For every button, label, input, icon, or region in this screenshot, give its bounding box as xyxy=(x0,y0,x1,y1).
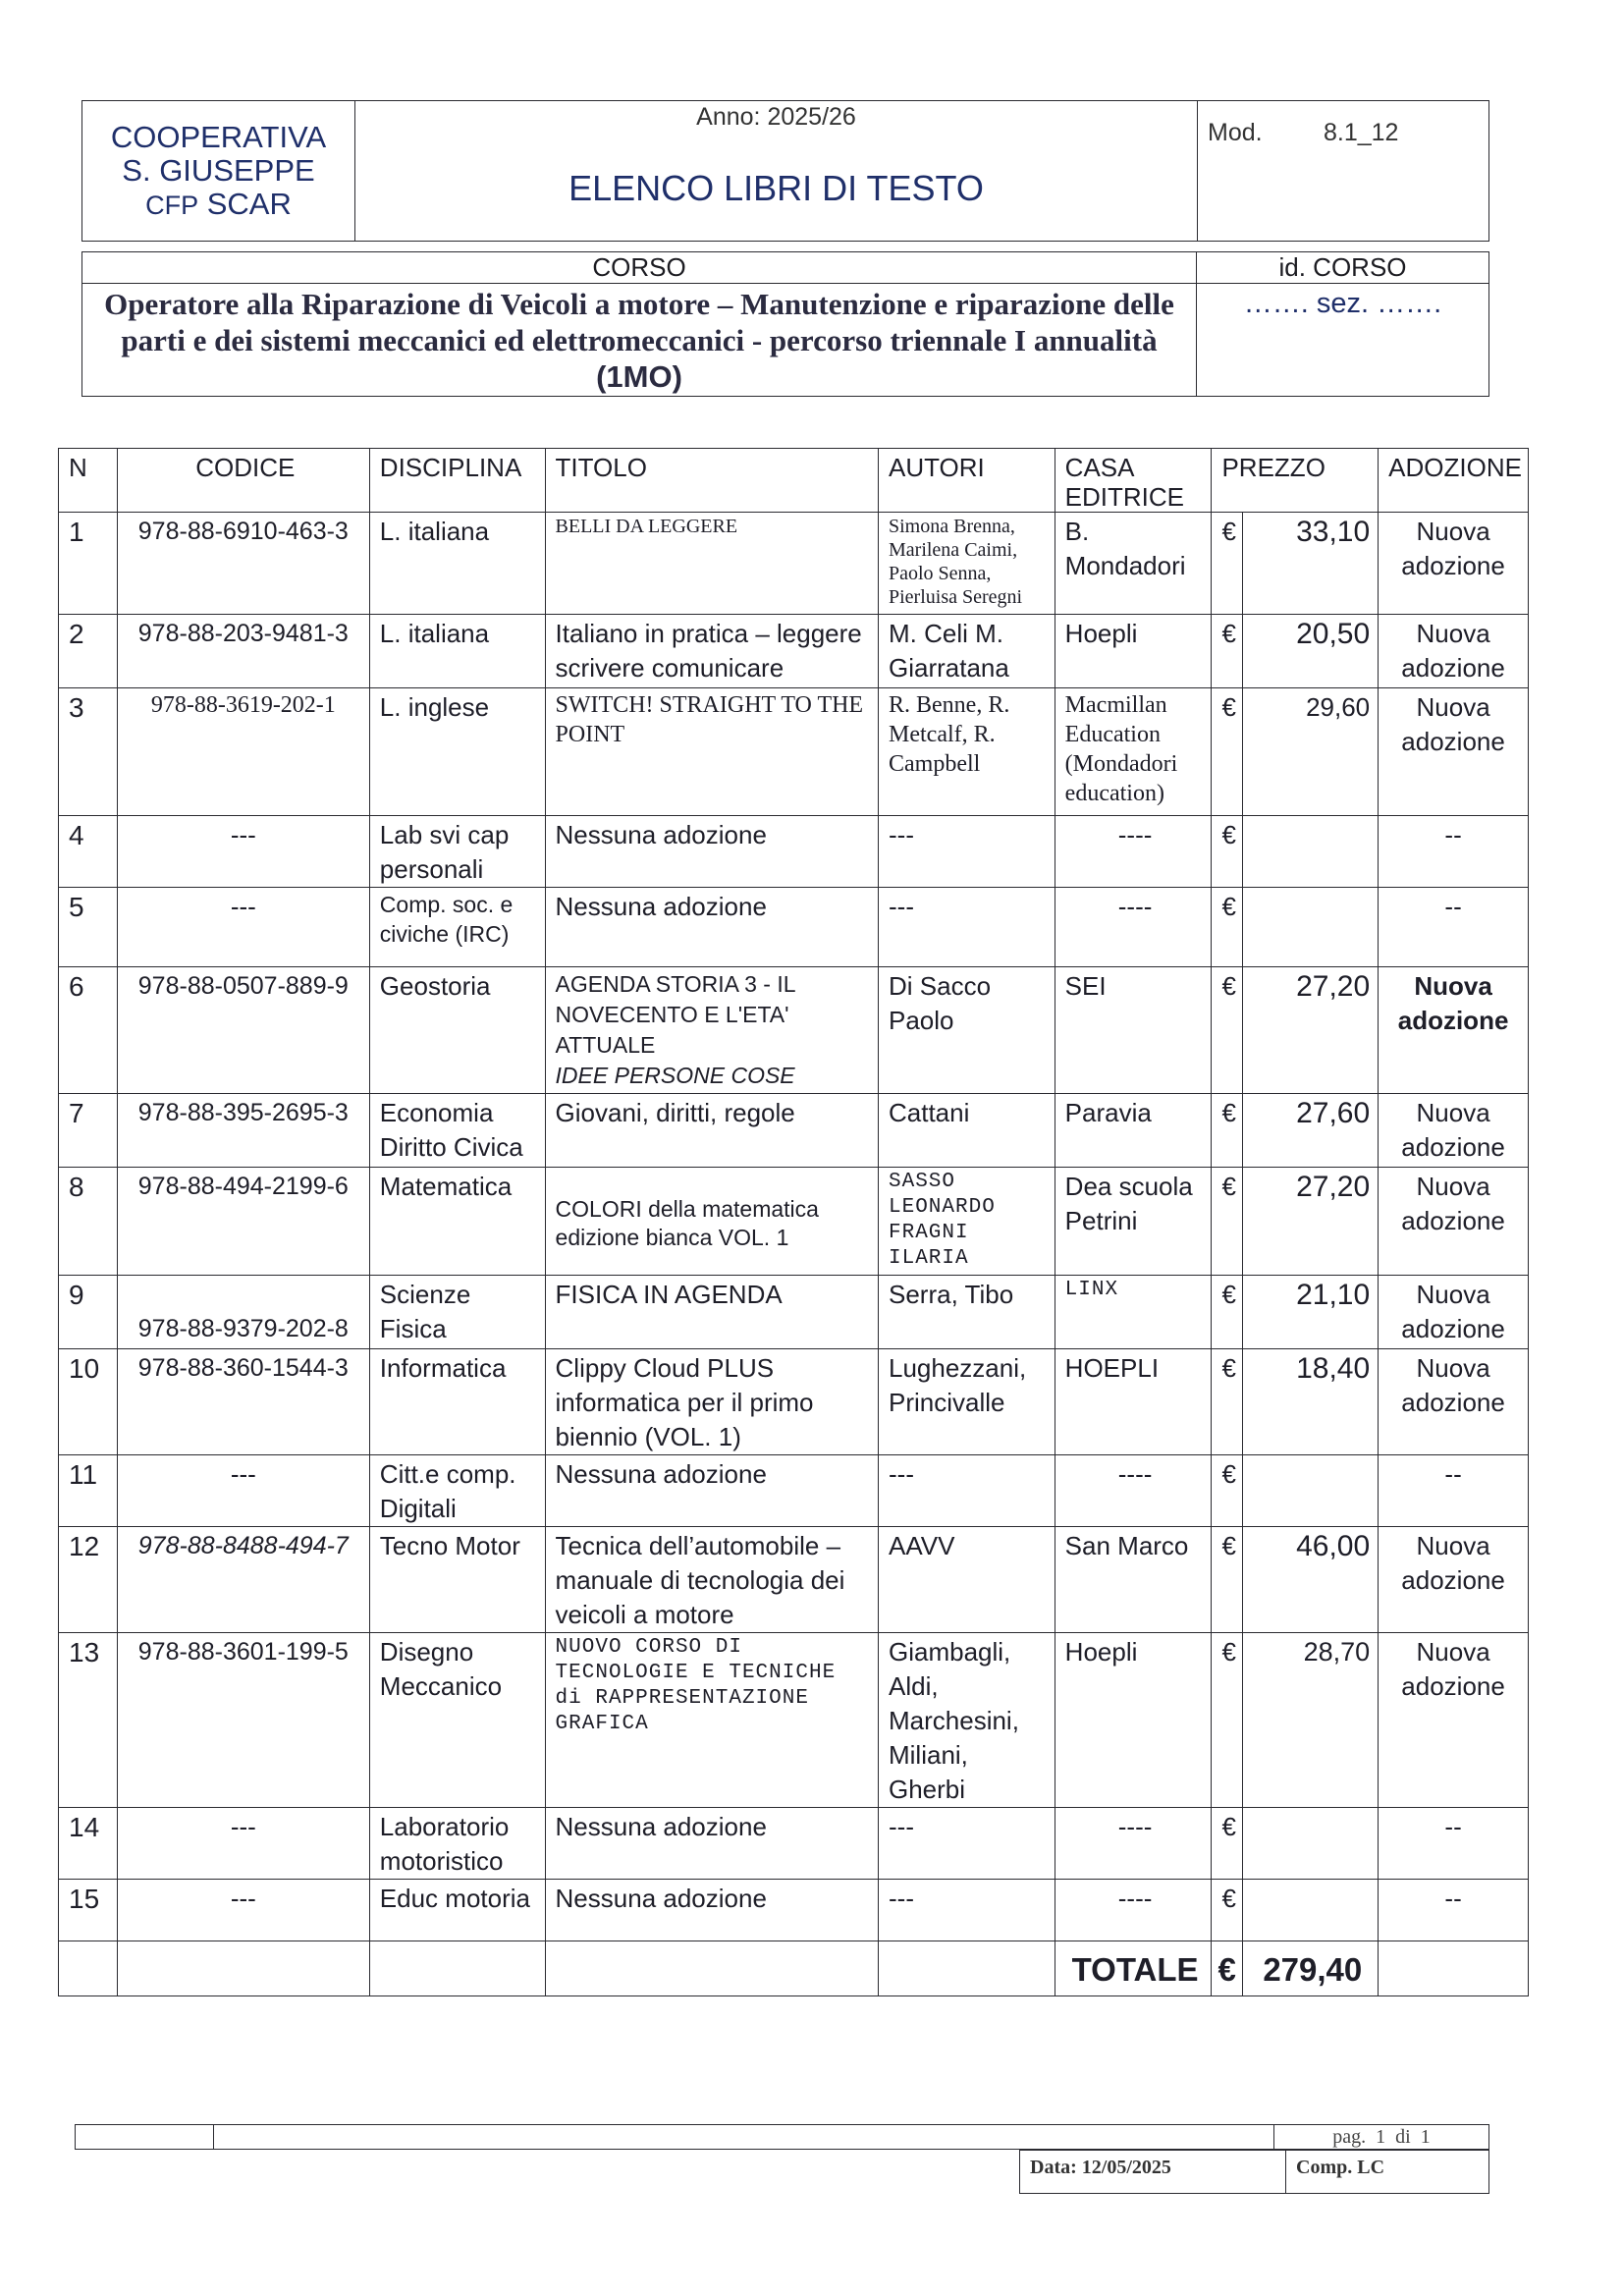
subject: L. italiana xyxy=(369,513,545,615)
price: 18,40 xyxy=(1243,1349,1379,1455)
publisher: Macmillan Education (Mondadori education) xyxy=(1055,688,1212,816)
euro-sign: € xyxy=(1212,1349,1243,1455)
course-table xyxy=(81,251,1489,397)
header-casa-editrice: CASA EDITRICE xyxy=(1055,449,1212,513)
book-title: Nessuna adozione xyxy=(545,888,878,967)
table-header-row xyxy=(59,449,1529,513)
subject: Comp. soc. e civiche (IRC) xyxy=(369,888,545,967)
euro-sign: € xyxy=(1212,816,1243,888)
total-row xyxy=(59,1941,1529,1996)
isbn-code: --- xyxy=(117,1808,369,1880)
header-disciplina: DISCIPLINA xyxy=(369,449,545,513)
isbn-code: --- xyxy=(117,1455,369,1527)
empty-cell xyxy=(117,1941,369,1996)
subject: Tecno Motor xyxy=(369,1527,545,1633)
book-title: NUOVO CORSO DI TECNOLOGIE E TECNICHE di RAPPRESENTAZIONE GRAFICA xyxy=(545,1633,878,1808)
adoption: Nuova adozione xyxy=(1379,1349,1529,1455)
price xyxy=(1243,888,1379,967)
row-number: 9 xyxy=(59,1276,118,1349)
authors: AAVV xyxy=(879,1527,1055,1633)
table-row xyxy=(59,1880,1529,1941)
isbn-code: 978-88-0507-889-9 xyxy=(117,967,369,1094)
price: 33,10 xyxy=(1243,513,1379,615)
subject: Lab svi cap personali xyxy=(369,816,545,888)
row-number: 12 xyxy=(59,1527,118,1633)
book-title-main: AGENDA STORIA 3 - IL NOVECENTO E L'ETA' ATTUALE xyxy=(555,971,795,1058)
euro-sign: € xyxy=(1212,888,1243,967)
page-of: di xyxy=(1395,2126,1411,2148)
book-title: Giovani, diritti, regole xyxy=(545,1094,878,1168)
book-title: BELLI DA LEGGERE xyxy=(545,513,878,615)
price xyxy=(1243,1455,1379,1527)
price: 20,50 xyxy=(1243,615,1379,688)
publisher: ---- xyxy=(1055,1880,1212,1941)
price: 27,20 xyxy=(1243,1168,1379,1276)
publisher: HOEPLI xyxy=(1055,1349,1212,1455)
footer-cell xyxy=(76,2125,214,2150)
price: 27,60 xyxy=(1243,1094,1379,1168)
date-label: Data: xyxy=(1030,2157,1077,2178)
euro-sign: € xyxy=(1212,688,1243,816)
authors: --- xyxy=(879,888,1055,967)
subject: Informatica xyxy=(369,1349,545,1455)
mod-value: 8.1_12 xyxy=(1324,119,1399,146)
adoption: -- xyxy=(1379,816,1529,888)
adoption: -- xyxy=(1379,1808,1529,1880)
book-title: Italiano in pratica – leggere scrivere comunicare xyxy=(545,615,878,688)
page-number xyxy=(1274,2125,1489,2150)
book-title xyxy=(545,967,878,1094)
adoption: Nuova adozione xyxy=(1379,1168,1529,1276)
row-number: 8 xyxy=(59,1168,118,1276)
adoption: Nuova adozione xyxy=(1379,513,1529,615)
book-title: Nessuna adozione xyxy=(545,1455,878,1527)
subject: Economia Diritto Civica xyxy=(369,1094,545,1168)
footer-cell xyxy=(214,2125,1274,2150)
price: 29,60 xyxy=(1243,688,1379,816)
total-label: TOTALE xyxy=(1055,1941,1212,1996)
row-number: 7 xyxy=(59,1094,118,1168)
authors: Lughezzani, Princivalle xyxy=(879,1349,1055,1455)
row-number: 10 xyxy=(59,1349,118,1455)
course-text: Operatore alla Riparazione di Veicoli a motore – Manutenzione e riparazione delle parti e dei sistemi meccanici ed elettromeccanici - percorso triennale I annualità xyxy=(104,287,1174,357)
subject: Scienze Fisica xyxy=(369,1276,545,1349)
publisher: ---- xyxy=(1055,816,1212,888)
authors: M. Celi M. Giarratana xyxy=(879,615,1055,688)
price: 27,20 xyxy=(1243,967,1379,1094)
euro-sign: € xyxy=(1212,615,1243,688)
authors: Cattani xyxy=(879,1094,1055,1168)
table-row xyxy=(59,688,1529,816)
header-autori: AUTORI xyxy=(879,449,1055,513)
euro-sign: € xyxy=(1212,967,1243,1094)
authors: SASSO LEONARDO FRAGNI ILARIA xyxy=(879,1168,1055,1276)
mod-label: Mod. xyxy=(1208,119,1263,146)
course-section: ……. sez. ……. xyxy=(1197,284,1489,397)
page-label: pag. xyxy=(1332,2126,1367,2148)
book-title: Clippy Cloud PLUS informatica per il primo biennio (VOL. 1) xyxy=(545,1349,878,1455)
page-current: 1 xyxy=(1376,2126,1386,2148)
price xyxy=(1243,1808,1379,1880)
isbn-code: --- xyxy=(117,888,369,967)
table-row xyxy=(59,1094,1529,1168)
total-euro-sign: € xyxy=(1212,1941,1243,1996)
row-number: 15 xyxy=(59,1880,118,1941)
subject: Educ motoria xyxy=(369,1880,545,1941)
isbn-code: --- xyxy=(117,816,369,888)
empty-cell xyxy=(545,1941,878,1996)
isbn-code: 978-88-360-1544-3 xyxy=(117,1349,369,1455)
empty-cell xyxy=(369,1941,545,1996)
publisher: SEI xyxy=(1055,967,1212,1094)
table-row xyxy=(59,1455,1529,1527)
isbn-code: 978-88-3619-202-1 xyxy=(117,688,369,816)
euro-sign: € xyxy=(1212,1527,1243,1633)
adoption: Nuova adozione xyxy=(1379,1276,1529,1349)
publisher: Dea scuola Petrini xyxy=(1055,1168,1212,1276)
authors: --- xyxy=(879,816,1055,888)
book-title: COLORI della matematica edizione bianca VOL. 1 xyxy=(545,1168,878,1276)
adoption: Nuova adozione xyxy=(1379,967,1529,1094)
org-line-3-small: CFP xyxy=(145,190,199,220)
empty-cell xyxy=(59,1941,118,1996)
anno-label: Anno: xyxy=(696,103,761,131)
course-id-label: id. CORSO xyxy=(1197,252,1489,284)
page-total: 1 xyxy=(1420,2126,1431,2148)
price xyxy=(1243,816,1379,888)
header-prezzo: PREZZO xyxy=(1212,449,1379,513)
empty-cell xyxy=(879,1941,1055,1996)
book-title: Nessuna adozione xyxy=(545,1808,878,1880)
row-number: 11 xyxy=(59,1455,118,1527)
table-row xyxy=(59,1633,1529,1808)
isbn-code: --- xyxy=(117,1880,369,1941)
isbn-code: 978-88-6910-463-3 xyxy=(117,513,369,615)
euro-sign: € xyxy=(1212,1276,1243,1349)
euro-sign: € xyxy=(1212,513,1243,615)
book-title: FISICA IN AGENDA xyxy=(545,1276,878,1349)
row-number: 13 xyxy=(59,1633,118,1808)
row-number: 14 xyxy=(59,1808,118,1880)
price xyxy=(1243,1880,1379,1941)
publisher: ---- xyxy=(1055,1808,1212,1880)
page-title: ELENCO LIBRI DI TESTO xyxy=(568,168,984,208)
footer-top-table xyxy=(75,2124,1489,2150)
org-line-1: COOPERATIVA xyxy=(110,119,327,154)
adoption: Nuova adozione xyxy=(1379,1633,1529,1808)
organization-cell xyxy=(82,101,355,242)
header-titolo: TITOLO xyxy=(545,449,878,513)
adoption: Nuova adozione xyxy=(1379,1094,1529,1168)
row-number: 4 xyxy=(59,816,118,888)
table-row xyxy=(59,615,1529,688)
adoption: -- xyxy=(1379,1455,1529,1527)
authors: --- xyxy=(879,1880,1055,1941)
table-row xyxy=(59,1349,1529,1455)
isbn-code: 978-88-8488-494-7 xyxy=(117,1527,369,1633)
authors: R. Benne, R. Metcalf, R. Campbell xyxy=(879,688,1055,816)
table-row xyxy=(59,1168,1529,1276)
authors: --- xyxy=(879,1808,1055,1880)
authors: --- xyxy=(879,1455,1055,1527)
table-row xyxy=(59,888,1529,967)
course-description xyxy=(82,284,1197,397)
table-row xyxy=(59,1527,1529,1633)
publisher: Hoepli xyxy=(1055,615,1212,688)
organization-name xyxy=(82,121,354,222)
table-row xyxy=(59,1276,1529,1349)
authors: Giambagli, Aldi, Marchesini, Miliani, Gherbi xyxy=(879,1633,1055,1808)
row-number: 1 xyxy=(59,513,118,615)
footer-bottom-table xyxy=(1019,2150,1489,2194)
row-number: 6 xyxy=(59,967,118,1094)
course-code: (1MO) xyxy=(596,359,682,394)
book-title: SWITCH! STRAIGHT TO THE POINT xyxy=(545,688,878,816)
empty-cell xyxy=(1379,1941,1529,1996)
adoption: -- xyxy=(1379,888,1529,967)
header-adozione: ADOZIONE xyxy=(1379,449,1529,513)
publisher: San Marco xyxy=(1055,1527,1212,1633)
row-number: 3 xyxy=(59,688,118,816)
publisher: LINX xyxy=(1055,1276,1212,1349)
date-value: 12/05/2025 xyxy=(1081,2157,1171,2178)
publisher: ---- xyxy=(1055,1455,1212,1527)
authors: Serra, Tibo xyxy=(879,1276,1055,1349)
euro-sign: € xyxy=(1212,1168,1243,1276)
book-title: Nessuna adozione xyxy=(545,1880,878,1941)
course-label: CORSO xyxy=(82,252,1197,284)
header-codice: CODICE xyxy=(117,449,369,513)
table-row xyxy=(59,513,1529,615)
book-title-sub: IDEE PERSONE COSE xyxy=(555,1063,795,1088)
book-title: Tecnica dell’automobile – manuale di tecnologia dei veicoli a motore xyxy=(545,1527,878,1633)
publisher: Hoepli xyxy=(1055,1633,1212,1808)
isbn-code: 978-88-9379-202-8 xyxy=(117,1276,369,1349)
authors: Di Sacco Paolo xyxy=(879,967,1055,1094)
footer-date xyxy=(1020,2151,1286,2194)
table-row xyxy=(59,967,1529,1094)
table-row xyxy=(59,1808,1529,1880)
authors: Simona Brenna, Marilena Caimi, Paolo Senna, Pierluisa Seregni xyxy=(879,513,1055,615)
euro-sign: € xyxy=(1212,1455,1243,1527)
price: 21,10 xyxy=(1243,1276,1379,1349)
subject: Geostoria xyxy=(369,967,545,1094)
isbn-code: 978-88-494-2199-6 xyxy=(117,1168,369,1276)
anno-value: 2025/26 xyxy=(767,103,856,131)
title-cell xyxy=(355,101,1198,242)
publisher: B. Mondadori xyxy=(1055,513,1212,615)
euro-sign: € xyxy=(1212,1094,1243,1168)
subject: Laboratorio motoristico xyxy=(369,1808,545,1880)
adoption: Nuova adozione xyxy=(1379,1527,1529,1633)
subject: Matematica xyxy=(369,1168,545,1276)
isbn-code: 978-88-395-2695-3 xyxy=(117,1094,369,1168)
euro-sign: € xyxy=(1212,1633,1243,1808)
header-table xyxy=(81,100,1489,242)
footer-comp: Comp. LC xyxy=(1286,2151,1489,2194)
subject: Disegno Meccanico xyxy=(369,1633,545,1808)
header-n: N xyxy=(59,449,118,513)
org-line-2: S. GIUSEPPE xyxy=(122,152,315,188)
adoption: Nuova adozione xyxy=(1379,688,1529,816)
publisher: Paravia xyxy=(1055,1094,1212,1168)
anno xyxy=(355,103,1197,132)
isbn-code: 978-88-3601-199-5 xyxy=(117,1633,369,1808)
adoption: Nuova adozione xyxy=(1379,615,1529,688)
total-value: 279,40 xyxy=(1243,1941,1379,1996)
books-table xyxy=(58,448,1529,1996)
subject: L. italiana xyxy=(369,615,545,688)
row-number: 5 xyxy=(59,888,118,967)
org-line-3: SCAR xyxy=(206,186,292,221)
table-row xyxy=(59,816,1529,888)
book-title: Nessuna adozione xyxy=(545,816,878,888)
price: 28,70 xyxy=(1243,1633,1379,1808)
subject: Citt.e comp. Digitali xyxy=(369,1455,545,1527)
euro-sign: € xyxy=(1212,1880,1243,1941)
row-number: 2 xyxy=(59,615,118,688)
adoption: -- xyxy=(1379,1880,1529,1941)
price: 46,00 xyxy=(1243,1527,1379,1633)
subject: L. inglese xyxy=(369,688,545,816)
publisher: ---- xyxy=(1055,888,1212,967)
isbn-code: 978-88-203-9481-3 xyxy=(117,615,369,688)
euro-sign: € xyxy=(1212,1808,1243,1880)
mod-cell xyxy=(1198,101,1489,242)
